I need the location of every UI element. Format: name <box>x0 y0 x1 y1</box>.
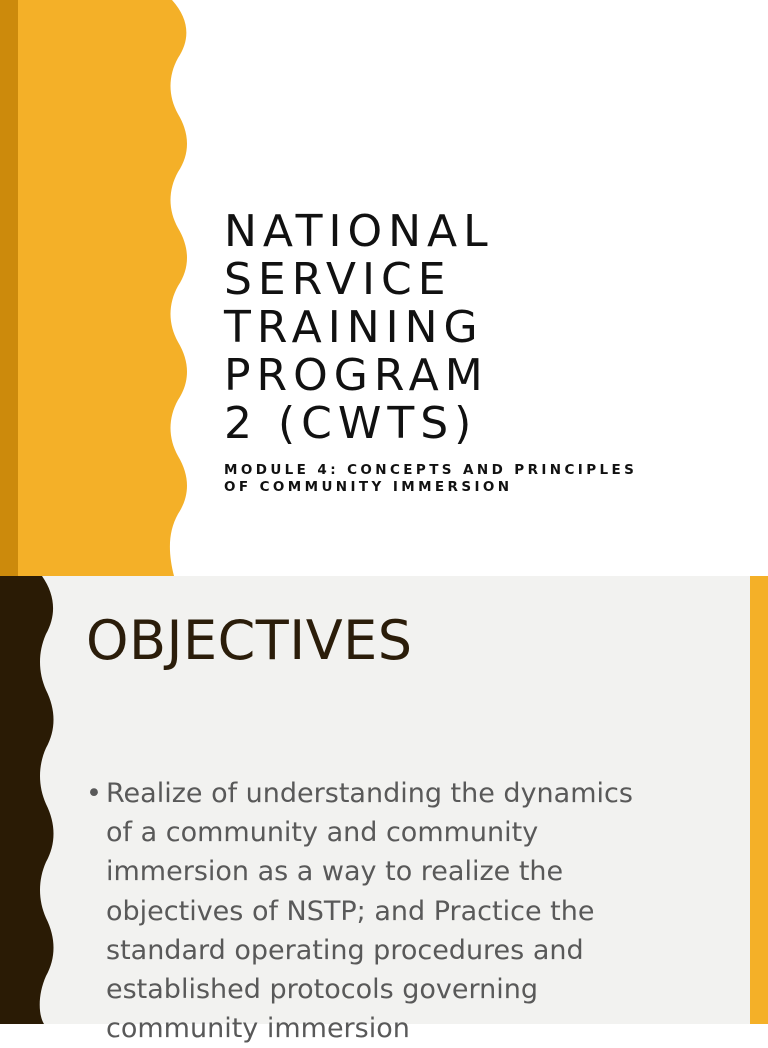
title-line: PROGRAM <box>224 350 489 401</box>
gold-wave-shape <box>0 0 187 576</box>
title-line: TRAINING <box>224 302 484 353</box>
list-item <box>86 774 706 1048</box>
list-item-line: of a community and community <box>106 817 539 849</box>
list-item-line: standard operating procedures and <box>106 934 584 966</box>
list-item-line: objectives of NSTP; and Practice the <box>106 895 595 927</box>
list-item-line: established protocols governing <box>106 974 538 1006</box>
title-line: NATIONAL <box>224 206 494 257</box>
list-item-line: immersion as a way to realize the <box>106 856 564 888</box>
brown-wave-shape <box>0 576 54 1024</box>
gold-accent-bar <box>750 576 768 1024</box>
presentation-title <box>224 208 494 448</box>
subtitle-line: OF COMMUNITY IMMERSION <box>224 479 513 495</box>
dark-gold-edge-strip <box>0 0 18 576</box>
wave-sidebar-decoration <box>0 0 200 576</box>
presentation-subtitle <box>224 462 637 496</box>
list-item-line: Realize of understanding the dynamics <box>106 778 633 809</box>
objectives-heading: OBJECTIVES <box>86 609 413 672</box>
bullet-icon: • <box>86 778 102 809</box>
subtitle-line: MODULE 4: CONCEPTS AND PRINCIPLES <box>224 462 638 478</box>
objectives-list <box>86 774 706 1048</box>
title-line: SERVICE <box>224 254 452 305</box>
title-line: 2 (CWTS) <box>224 398 478 449</box>
wave-sidebar-decoration <box>0 576 70 1024</box>
list-item-line: community immersion <box>106 1013 410 1045</box>
